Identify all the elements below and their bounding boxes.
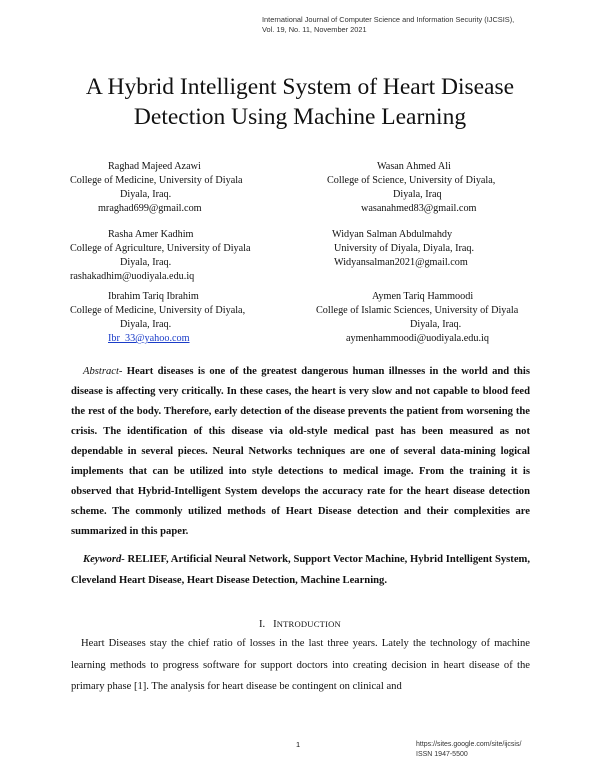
footer-issn: ISSN 1947-5500 <box>416 751 468 758</box>
author-affiliation: University of Diyala, Diyala, Iraq. <box>334 243 475 254</box>
author-affiliation: College of Agriculture, University of Diyala <box>70 243 251 254</box>
author-email: rashakadhim@uodiyala.edu.iq <box>70 271 195 282</box>
keywords <box>71 549 530 591</box>
author-affiliation: College of Islamic Sciences, University of Diyala <box>316 305 519 316</box>
section-heading <box>0 617 600 632</box>
author-location: Diyala, Iraq. <box>120 189 172 200</box>
author-location: Diyala, Iraq. <box>410 319 462 330</box>
abstract-body: Heart diseases is one of the greatest dangerous human illnesses in the world and this disease is affecting very critically. In these cases, the heart is very slow and not capable to blood feed the rest of the body. Therefore, early detection of the disease prevents the patient from worsening the crisis. The identification of this disease via old-style medical past has been measured as not dependable in several pieces. Neural Networks techniques are one of several data-mining logical implements that can be utilized into style detections to medical image. From the training it is observed that Hybrid-Intelligent System develops the accuracy rate for the heart disease detection scheme. The commonly utilized methods of Heart Disease detection and their complexities are summarized in this paper. <box>71 366 530 537</box>
keywords-body: RELIEF, Artificial Neural Network, Support Vector Machine, Hybrid Intelligent System, Cleveland Heart Disease, Heart Disease Detection, Machine Learning. <box>71 554 530 586</box>
author-name: Rasha Amer Kadhim <box>108 229 194 240</box>
intro-paragraph: Heart Diseases stay the chief ratio of losses in the last three years. Lately the technology of machine learning methods to progress software for support doctors into creating decision in heart disease of the primary phase [1]. The analysis for heart disease be contingent on clinical and <box>71 638 530 692</box>
author-email: aymenhammoodi@uodiyala.edu.iq <box>346 333 489 344</box>
page-number: 1 <box>296 740 301 749</box>
author-email-link[interactable]: Ibr_33@yahoo.com <box>108 333 190 344</box>
journal-volume: Vol. 19, No. 11, November 2021 <box>262 25 367 34</box>
paper-title <box>40 72 560 132</box>
author-block <box>70 228 295 284</box>
title-line-1: A Hybrid Intelligent System of Heart Disease <box>85 74 515 100</box>
title-line-2: Detection Using Machine Learning <box>133 104 467 130</box>
author-name: Raghad Majeed Azawi <box>108 161 201 172</box>
author-name: Ibrahim Tariq Ibrahim <box>108 291 199 302</box>
author-name: Widyan Salman Abdulmahdy <box>332 229 453 240</box>
footer-url[interactable]: https://sites.google.com/site/ijcsis/ <box>416 741 522 748</box>
author-block <box>327 160 547 216</box>
author-block <box>332 228 552 270</box>
abstract-label: Abstract- <box>83 366 123 377</box>
author-affiliation: College of Medicine, University of Diyala <box>70 175 243 186</box>
author-block <box>70 160 285 216</box>
journal-header <box>262 15 592 35</box>
author-email: Widyansalman2021@gmail.com <box>334 257 468 268</box>
author-block <box>70 290 290 346</box>
author-location: Diyala, Iraq <box>393 189 442 200</box>
author-email: mraghad699@gmail.com <box>98 203 202 214</box>
journal-name: International Journal of Computer Science and Information Security (IJCSIS), <box>262 15 515 24</box>
section-first-letter: I <box>273 619 277 630</box>
author-name: Aymen Tariq Hammoodi <box>372 291 474 302</box>
author-location: Diyala, Iraq. <box>120 257 172 268</box>
author-name: Wasan Ahmed Ali <box>377 161 451 172</box>
abstract <box>71 362 530 542</box>
footer-info <box>416 740 596 760</box>
author-email: wasanahmed83@gmail.com <box>361 203 477 214</box>
author-block <box>316 290 566 346</box>
author-location: Diyala, Iraq. <box>120 319 172 330</box>
section-number: I. <box>259 619 266 630</box>
section-title-rest: NTRODUCTION <box>276 619 341 629</box>
keywords-label: Keyword- <box>83 554 125 565</box>
author-affiliation: College of Medicine, University of Diyala, <box>70 305 246 316</box>
author-affiliation: College of Science, University of Diyala, <box>327 175 496 186</box>
